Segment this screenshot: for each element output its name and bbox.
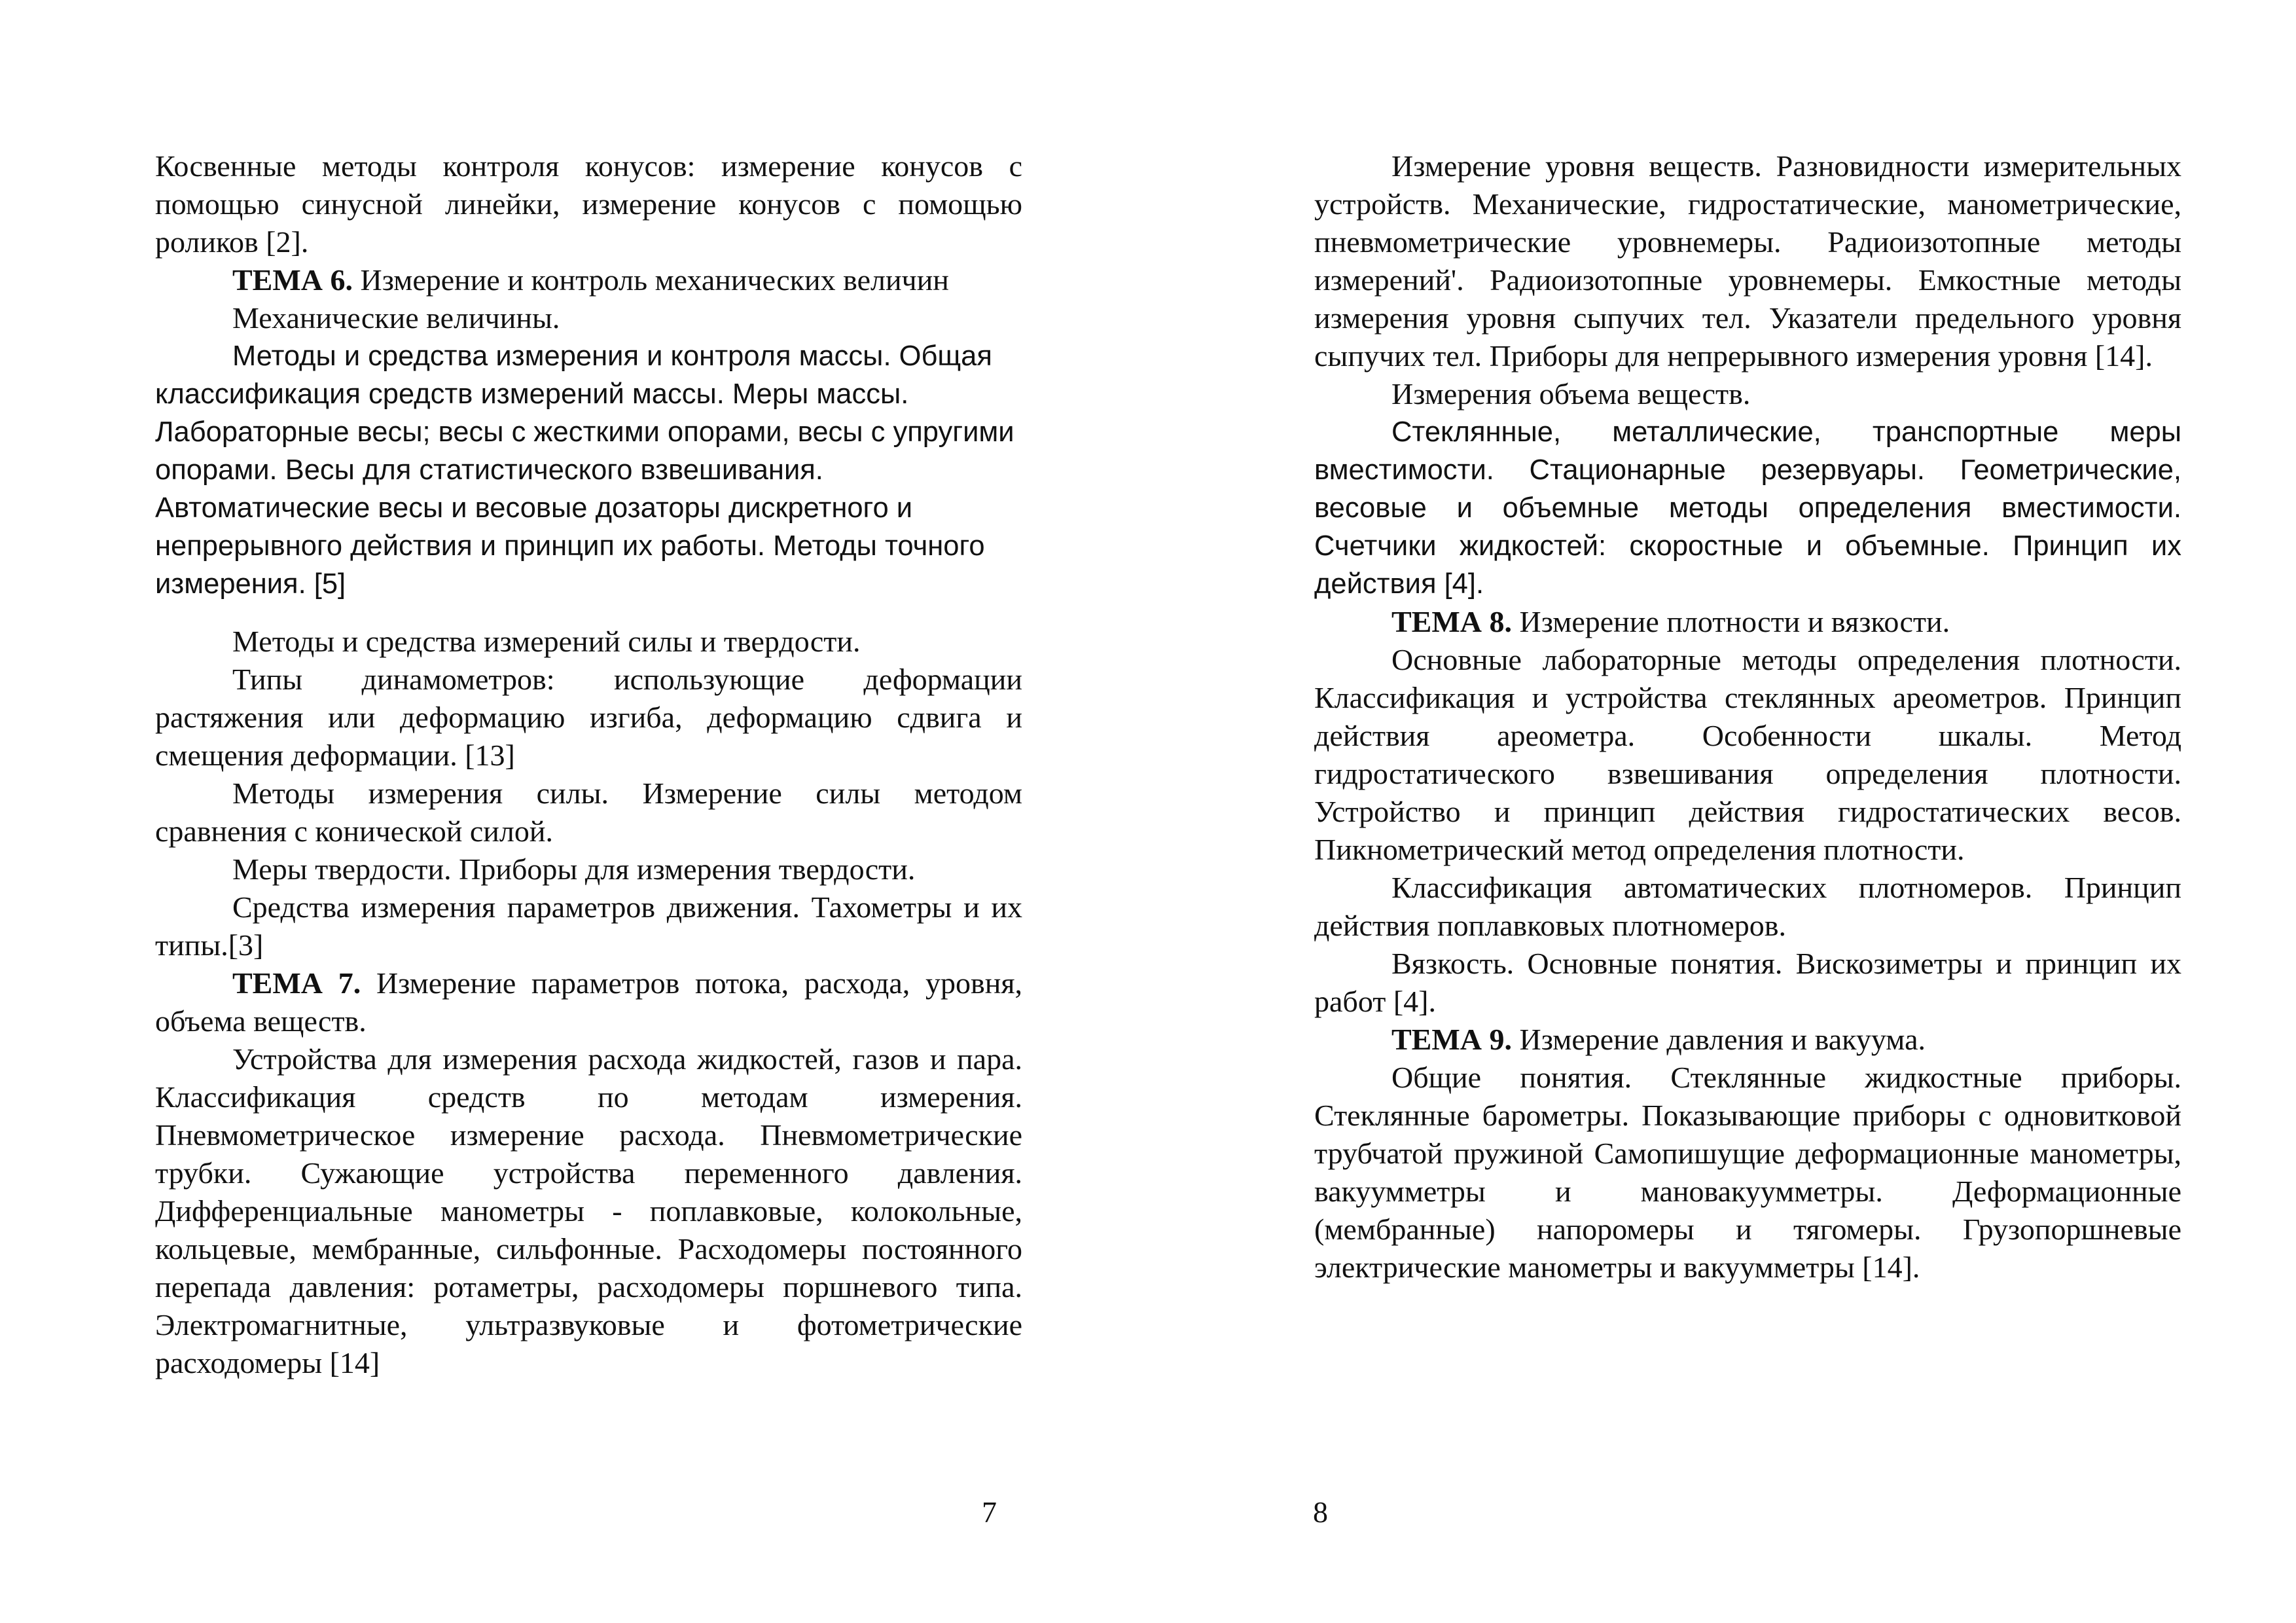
paragraph: Методы и средства измерения и контроля массы. Общая классификация средств измерений массы. Меры массы. Лабораторные весы; весы с жесткими опорами, весы с упругими опорами. Весы для статистического взвешивания. Автоматические весы и весовые дозаторы дискретного и непрерывного действия и принцип их работы. Методы точного измерения. [5] bbox=[155, 340, 1014, 600]
paragraph: Вязкость. Основные понятия. Вискозиметры и принцип их работ [4]. bbox=[1314, 947, 2181, 1018]
paragraph: Меры твердости. Приборы для измерения твердости. bbox=[232, 852, 916, 886]
topic-title: Измерение и контроль механических величин bbox=[360, 263, 949, 297]
paragraph: Методы измерения силы. Измерение силы методом сравнения с конической силой. bbox=[155, 776, 1022, 848]
paragraph: Основные лабораторные методы определения плотности. Классификация и устройства стеклянных ареометров. Принцип действия ареометра. Особенности шкалы. Метод гидростатического взвешивания определения плотности. Устройство и принцип действия гидростатических весов. Пикнометрический метод определения плотности. bbox=[1314, 643, 2181, 866]
paragraph: Общие понятия. Стеклянные жидкостные приборы. Стеклянные барометры. Показывающие приборы с одновитковой трубчатой пружиной Самопишущие деформационные манометры, вакуумметры и мановакуумметры. Деформационные (мембранные) напоромеры и тягомеры. Грузопоршневые электрические манометры и вакуумметры [14]. bbox=[1314, 1061, 2181, 1284]
paragraph: Типы динамометров: использующие деформации растяжения или деформацию изгиба, деформацию сдвига и смещения деформации. [13] bbox=[155, 663, 1022, 772]
topic-title: Измерение давления и вакуума. bbox=[1519, 1023, 1926, 1056]
topic-title: Измерение параметров потока, расхода, уровня, объема веществ. bbox=[155, 966, 1023, 1038]
topic-paragraph bbox=[155, 261, 1022, 299]
paragraph: Классификация автоматических плотномеров. Принцип действия поплавковых плотномеров. bbox=[1314, 871, 2181, 942]
topic-title: Измерение плотности и вязкости. bbox=[1519, 605, 1950, 638]
paragraph: Методы и средства измерений силы и твердости. bbox=[232, 625, 861, 658]
paragraph: Механические величины. bbox=[232, 301, 560, 335]
right-page bbox=[1314, 147, 2181, 1286]
page-number-right: 8 bbox=[1313, 1495, 1328, 1529]
topic-heading: ТЕМА 6. bbox=[232, 263, 353, 297]
page-number-left: 7 bbox=[982, 1495, 997, 1529]
paragraph: Стеклянные, металлические, транспортные меры вместимости. Стационарные резервуары. Геометрические, весовые и объемные методы определения вместимости. Счетчики жидкостей: скоростные и объемные. Принцип их действия [4]. bbox=[1314, 416, 2181, 600]
topic-heading: ТЕМА 7. bbox=[232, 966, 361, 1000]
topic-paragraph bbox=[1314, 603, 2181, 641]
paragraph: Средства измерения параметров движения. Тахометры и их типы.[3] bbox=[155, 890, 1022, 962]
paragraph: Измерения объема веществ. bbox=[1391, 377, 1751, 410]
paragraph: Устройства для измерения расхода жидкостей, газов и пара. Классификация средств по методам измерения. Пневмометрическое измерение расхода. Пневмометрические трубки. Сужающие устройства переменного давления. Дифференциальные манометры - поплавковые, колокольные, кольцевые, мембранные, сильфонные. Расходомеры постоянного перепада давления: ротаметры, расходомеры поршневого типа. Электромагнитные, ультразвуковые и фотометрические расходомеры [14] bbox=[155, 1042, 1022, 1379]
topic-heading: ТЕМА 8. bbox=[1391, 605, 1512, 638]
topic-heading: ТЕМА 9. bbox=[1391, 1023, 1512, 1056]
paragraph: Измерение уровня веществ. Разновидности измерительных устройств. Механические, гидростатические, манометрические, пневмометрические уровнемеры. Радиоизотопные методы измерений'. Радиоизотопные уровнемеры. Емкостные методы измерения уровня сыпучих тел. Указатели предельного уровня сыпучих тел. Приборы для непрерывного измерения уровня [14]. bbox=[1314, 149, 2181, 373]
topic-paragraph bbox=[155, 964, 1022, 1040]
topic-paragraph bbox=[1314, 1021, 2181, 1059]
paragraph: Косвенные методы контроля конусов: измерение конусов с помощью синусной линейки, измерение конусов с помощью роликов [2]. bbox=[155, 149, 1022, 259]
left-page bbox=[155, 147, 1022, 1382]
